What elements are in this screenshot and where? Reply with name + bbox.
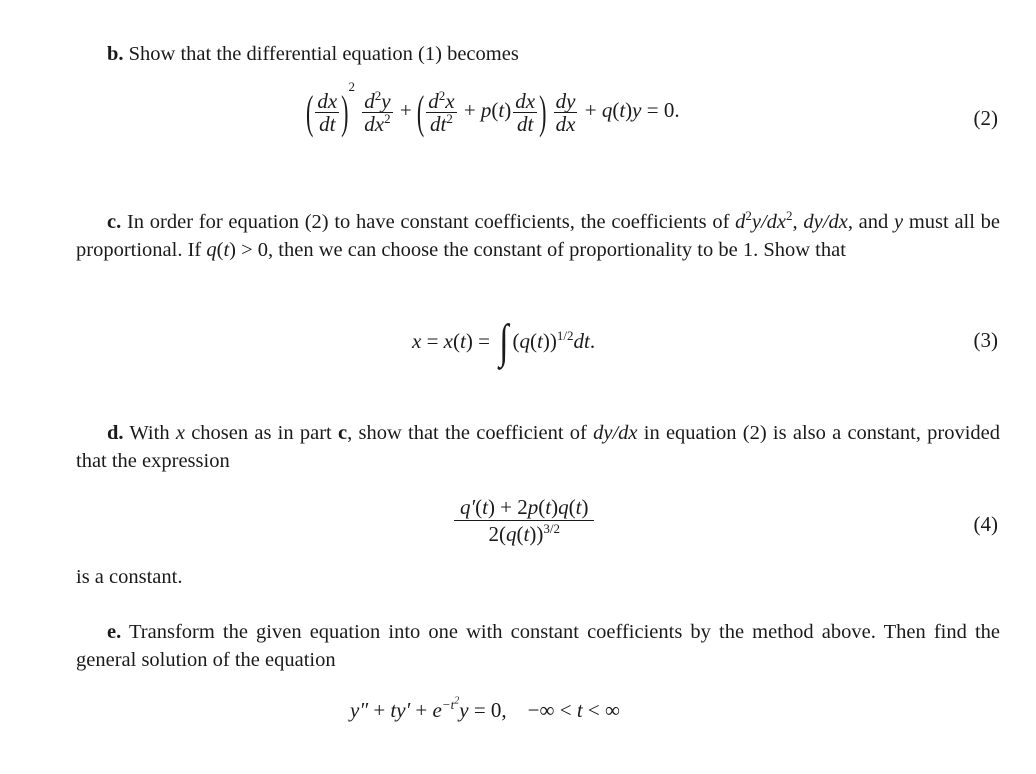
part-e-label: e. (107, 621, 122, 643)
part-d-label: d. (107, 422, 124, 444)
equation-4-number: (4) (973, 512, 998, 536)
part-b-label: b. (107, 43, 124, 65)
equation-3-number: (3) (973, 328, 998, 352)
part-d-sentence-1: With (129, 422, 170, 444)
equation-5: $y'' + ty' + e^{-t^2}y = 0$, −∞ < t < ∞ (350, 695, 620, 722)
part-d-text: d. With x chosen as in part c, show that the coefficient of dy/dx in equation (2) is also a constant, provided that the expression (76, 422, 1001, 472)
equation-4-row (0, 494, 1036, 554)
part-c-sentence-4: then we can choose the constant of proportionality to be 1. Show that (278, 239, 846, 261)
equation-5-row (0, 694, 1036, 734)
equation-4: $\frac{q'(t) + 2p(t)q(t)}{2(q(t))^{3/2}}$ (452, 494, 596, 547)
part-b-statement: Show that the differential equation (1) becomes (128, 43, 519, 65)
equation-3-row (0, 318, 1036, 368)
part-d-closing: is a constant. (76, 566, 183, 588)
part-c-label: c. (107, 211, 122, 233)
part-d-sentence-2: chosen as in part (191, 422, 332, 444)
part-c-sentence-2: and (858, 211, 889, 233)
equation-3: x = x(t) = ∫ $(q(t))^{1/2}dt$. (412, 316, 596, 369)
equation-2-row (0, 79, 1036, 154)
part-c-text: c. In order for equation (2) to have constant coefficients, the coefficients of $d^2y/dx^2$, dy/dx, and y must all be proportional. If q(t) > 0, then we can choose the constant of proportionality to be 1. Show that (76, 208, 1001, 261)
equation-2: ( $\frac{dx}{dt}$ )$^2$ $\frac{d^2y}{dx^2}$ + ( $\frac{d^2x}{dt^2}$ + p(t) $\frac{dx}{dt}$ ) $\frac{dy}{dx}$ + q(t)y = 0. (306, 79, 680, 138)
part-d-ref: c (338, 422, 348, 444)
part-b-text (76, 40, 1000, 68)
part-e-statement: Transform the given equation into one with constant coefficients by the method above. Then find the general solution of the equation (76, 621, 1000, 671)
equation-2-number: (2) (973, 106, 998, 130)
part-c-sentence-3: must all be proportional. If (76, 211, 1001, 261)
part-d-sentence-4: in equation (2) is also a constant, provided that the expression (76, 422, 1001, 472)
part-e-text (76, 618, 1000, 674)
part-d-sentence-3: , show that the coefficient of (347, 422, 587, 444)
part-c-sentence-1: In order for equation (2) to have constant coefficients, the coefficients of (126, 211, 730, 233)
